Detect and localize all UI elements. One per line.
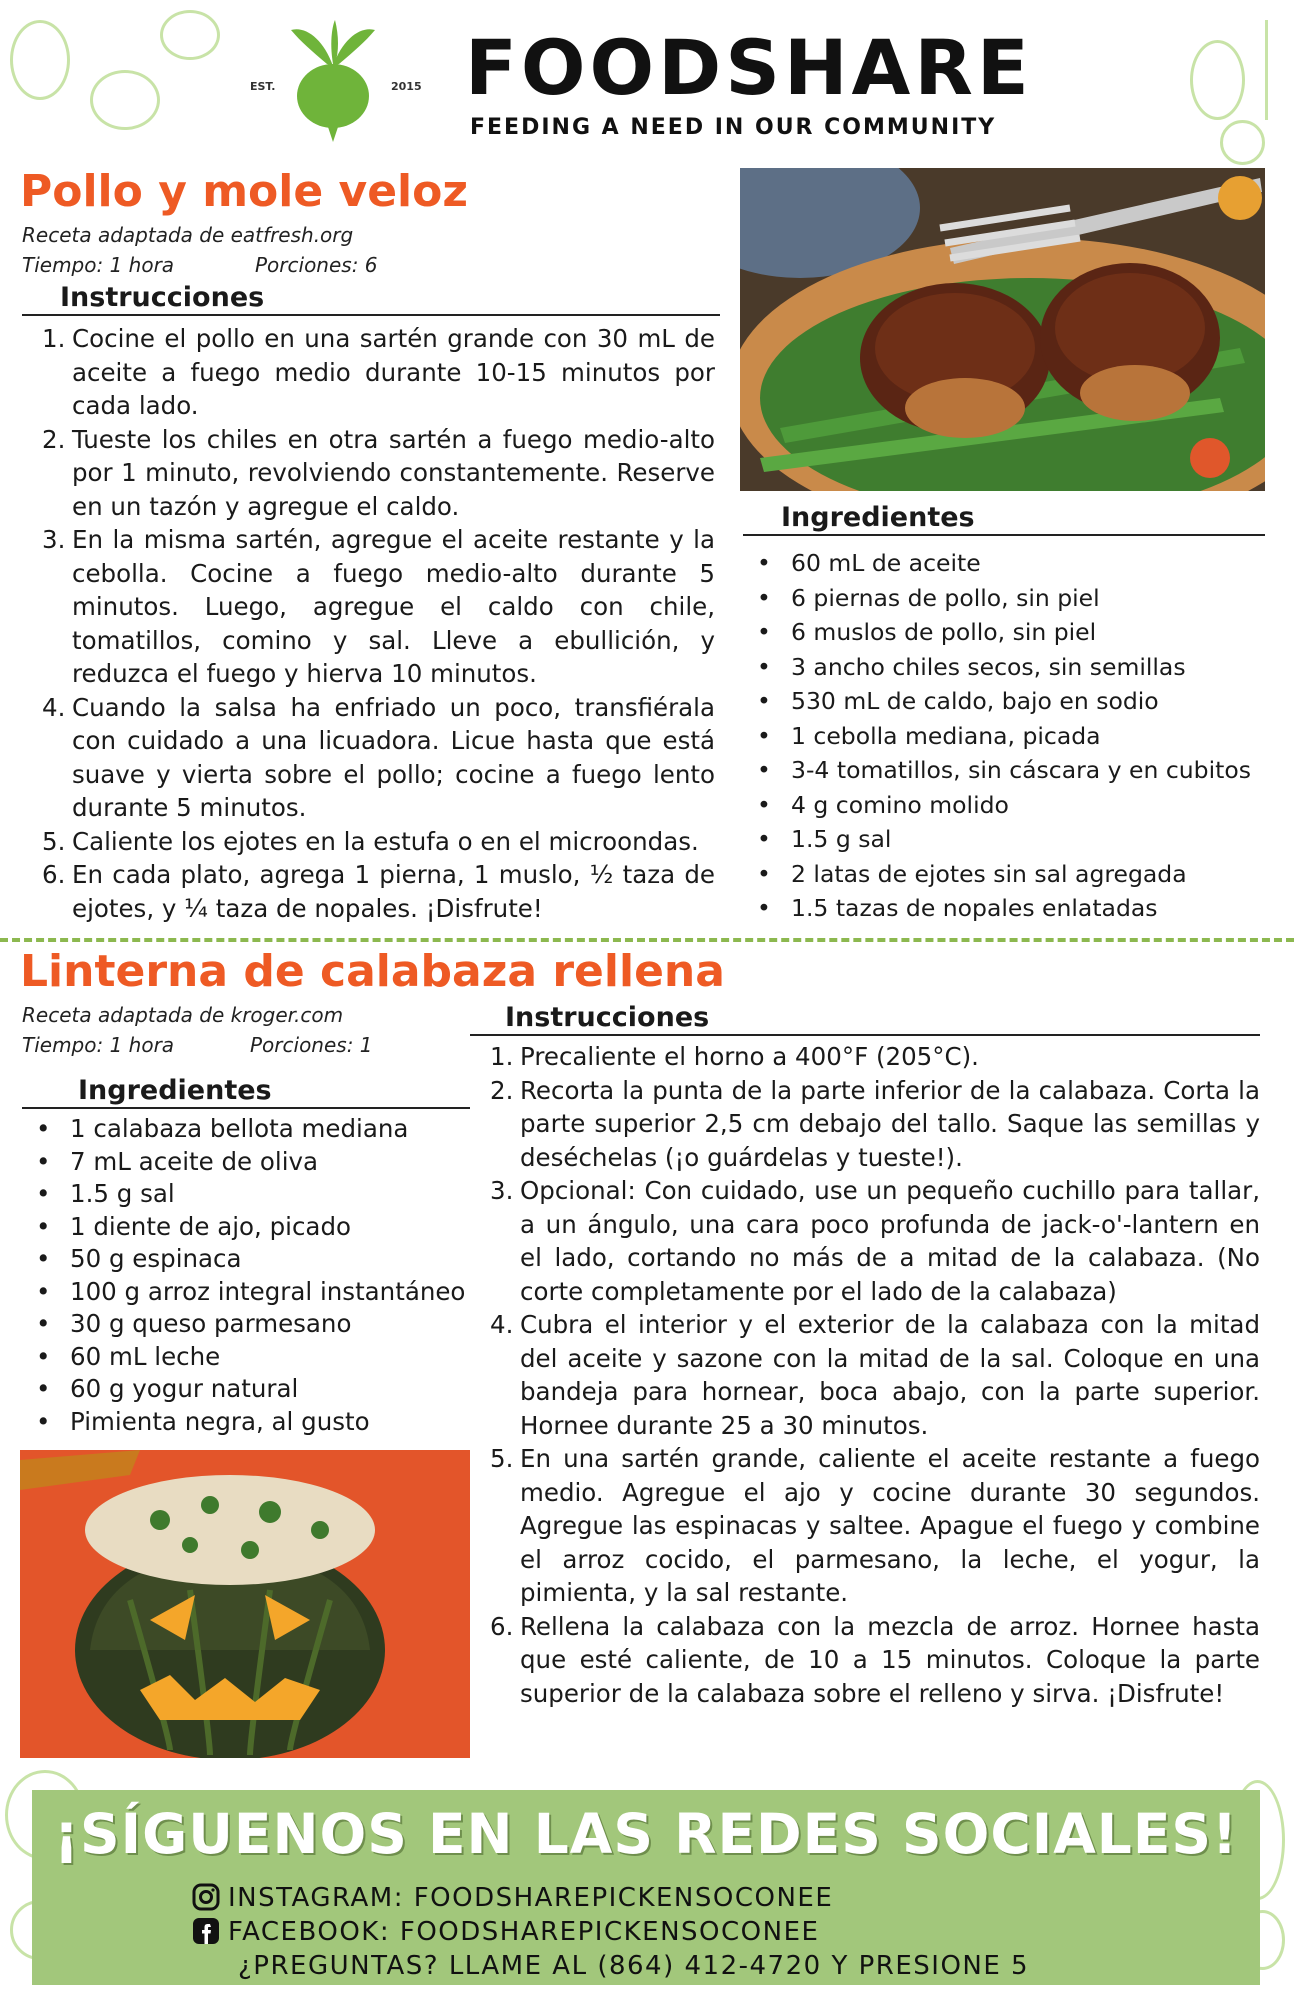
recipe1-ingredient: • 4 g comino molido — [743, 788, 1283, 823]
recipe1-ingredient: • 2 latas de ejotes sin sal agregada — [743, 857, 1283, 892]
step-number: 3. — [490, 1176, 514, 1205]
recipe2-ingredient: • Pimienta negra, al gusto — [22, 1406, 482, 1439]
recipe1-ingredient: • 530 mL de caldo, bajo en sodio — [743, 684, 1283, 719]
recipe-1-instructions-heading: Instrucciones — [22, 282, 720, 316]
phone-line: ¿PREGUNTAS? LLAME AL (864) 412-4720 Y PRESIONE 5 — [238, 1951, 1030, 1981]
step-number: 2. — [490, 1075, 514, 1105]
recipe2-ingredient: • 100 g arroz integral instantáneo — [22, 1276, 482, 1309]
step-text: Precaliente el horno a 400°F (205°C). — [520, 1042, 979, 1071]
step-number: 5. — [490, 1444, 514, 1473]
recipe-1-source: Receta adaptada de eatfresh.org — [22, 223, 354, 247]
step-text: Tueste los chiles en otra sartén a fuego medio-alto por 1 minuto, revolviendo constantemente. Reserve en un tazón y agregue el caldo. — [72, 424, 715, 521]
step-text: En la misma sartén, agregue el aceite restante y la cebolla. Cocine a fuego medio-alto durante 5 minutos. Luego, agregue el caldo con chile, tomatillos, comino y sal. Lleve a ebullición, y reduzca el fuego y hierva 10 minutos. — [72, 525, 715, 688]
instagram-icon — [192, 1883, 220, 1911]
facebook-icon — [192, 1917, 220, 1945]
mole-chicken-photo — [740, 168, 1265, 491]
recipe-1-time: Tiempo: 1 hora — [22, 253, 175, 277]
recipe2-step-2 — [490, 1074, 1260, 1175]
beet-icon — [283, 18, 383, 143]
recipe-1-meta — [22, 220, 622, 280]
step-number: 1. — [490, 1042, 514, 1071]
brand-name: FOODSHARE — [465, 23, 1033, 112]
recipe1-step-4 — [42, 691, 715, 825]
recipe-1-ingredients-heading: Ingredientes — [743, 502, 1265, 536]
recipe2-ingredient: • 60 g yogur natural — [22, 1373, 482, 1406]
step-text: Opcional: Con cuidado, use un pequeño cuchillo para tallar, a un ángulo, una cara poco profunda de jack-o'-lantern en el lado, cortando no más de a mitad de la calabaza. (No corte completamente por el lado de la calabaza) — [520, 1176, 1260, 1306]
recipe1-step-3 — [42, 523, 715, 691]
facebook-handle: FACEBOOK: FOODSHAREPICKENSOCONEE — [228, 1917, 820, 1947]
recipe2-step-6 — [490, 1610, 1260, 1711]
stuffed-squash-illustration — [20, 1450, 470, 1758]
step-number: 5. — [42, 826, 66, 856]
recipe2-ingredient: • 1.5 g sal — [22, 1178, 482, 1211]
recipe2-ingredient: • 30 g queso parmesano — [22, 1308, 482, 1341]
section-divider — [0, 938, 1294, 942]
recipe1-step-2 — [42, 423, 715, 524]
foodshare-logo — [245, 18, 445, 148]
recipe1-ingredient: • 1.5 g sal — [743, 822, 1283, 857]
recipe1-ingredient: • 3 ancho chiles secos, sin semillas — [743, 650, 1283, 685]
est-label: EST. — [250, 80, 276, 93]
brand-tagline: FEEDING A NEED IN OUR COMMUNITY — [470, 115, 997, 140]
recipe-1-title: Pollo y mole veloz — [20, 166, 468, 217]
step-text: Caliente los ejotes en la estufa o en el microondas. — [72, 826, 699, 856]
recipe2-step-5 — [490, 1442, 1260, 1610]
recipe1-ingredient: • 60 mL de aceite — [743, 546, 1283, 581]
step-number: 3. — [42, 525, 66, 554]
recipe2-ingredient: • 1 diente de ajo, picado — [22, 1211, 482, 1244]
recipe-2-title: Linterna de calabaza rellena — [20, 946, 725, 997]
recipe2-ingredient: • 50 g espinaca — [22, 1243, 482, 1276]
recipe-1-servings: Porciones: 6 — [255, 253, 378, 277]
step-number: 6. — [42, 860, 66, 889]
recipe-1-ingredients — [743, 546, 1283, 926]
recipe2-ingredient: • 1 calabaza bellota mediana — [22, 1113, 482, 1146]
step-number: 4. — [490, 1310, 514, 1339]
recipe-2-steps — [490, 1040, 1260, 1710]
facebook-link[interactable] — [192, 1916, 819, 1948]
step-number: 1. — [42, 324, 66, 353]
recipe1-step-5 — [42, 825, 715, 859]
recipe2-step-4 — [490, 1308, 1260, 1442]
step-text: Cuando la salsa ha enfriado un poco, transfiérala con cuidado a una licuadora. Licue hasta que está suave y vierta sobre el pollo; cocine a fuego lento durante 5 minutos. — [72, 692, 715, 822]
recipe-1-steps — [42, 322, 715, 925]
recipe2-step-1 — [490, 1040, 1260, 1074]
recipe1-ingredient: • 1 cebolla mediana, picada — [743, 719, 1283, 754]
instagram-handle: INSTAGRAM: FOODSHAREPICKENSOCONEE — [228, 1883, 834, 1913]
step-number: 6. — [490, 1611, 514, 1641]
step-text: En cada plato, agrega 1 pierna, 1 muslo, ½ taza de ejotes, y ¼ taza de nopales. ¡Disfrute! — [72, 860, 715, 923]
step-number: 2. — [42, 424, 66, 454]
recipe2-ingredient: • 7 mL aceite de oliva — [22, 1146, 482, 1179]
recipe-2-source: Receta adaptada de kroger.com — [22, 1003, 344, 1027]
stuffed-squash-photo — [20, 1450, 470, 1758]
instagram-link[interactable] — [192, 1882, 833, 1914]
header — [0, 0, 1294, 160]
recipe-2-ingredients-heading: Ingredientes — [22, 1075, 470, 1109]
recipe2-ingredient: • 60 mL leche — [22, 1341, 482, 1374]
step-text: En una sartén grande, caliente el aceite restante a fuego medio. Agregue el ajo y cocine durante 30 segundos. Agregue las espinacas y saltee. Apague el fuego y combine el arroz cocido, el parmesano, la leche, el yogur, la pimienta, y la sal restante. — [520, 1444, 1260, 1607]
step-text: Rellena la calabaza con la mezcla de arroz. Hornee hasta que esté caliente, de 10 a 15 minutos. Coloque la parte superior de la calabaza sobre el relleno y sirva. ¡Disfrute! — [520, 1611, 1260, 1708]
recipe1-step-6 — [42, 858, 715, 925]
recipe-2-instructions-heading: Instrucciones — [470, 1002, 1260, 1036]
step-text: Recorta la punta de la parte inferior de la calabaza. Corta la parte superior 2,5 cm debajo del tallo. Saque las semillas y deséchelas (¡o guárdelas y tueste!). — [520, 1075, 1260, 1172]
step-text: Cocine el pollo en una sartén grande con 30 mL de aceite a fuego medio durante 10-15 minutos por cada lado. — [72, 324, 715, 420]
recipe-2-ingredients — [22, 1113, 482, 1438]
recipe1-ingredient: • 6 muslos de pollo, sin piel — [743, 615, 1283, 650]
recipe-2-servings: Porciones: 1 — [250, 1033, 373, 1057]
step-number: 4. — [42, 692, 66, 722]
footer-title: ¡SÍGUENOS EN LAS REDES SOCIALES! — [53, 1802, 1239, 1866]
recipe1-ingredient: • 1.5 tazas de nopales enlatadas — [743, 891, 1283, 926]
est-year: 2015 — [391, 80, 422, 93]
recipe1-step-1 — [42, 322, 715, 423]
recipe1-ingredient: • 3-4 tomatillos, sin cáscara y en cubitos — [743, 753, 1283, 788]
recipe-2-meta — [22, 1000, 482, 1060]
recipe2-step-3 — [490, 1174, 1260, 1308]
recipe1-ingredient: • 6 piernas de pollo, sin piel — [743, 581, 1283, 616]
social-footer — [32, 1790, 1260, 1985]
recipe-2-time: Tiempo: 1 hora — [22, 1033, 175, 1057]
step-text: Cubra el interior y el exterior de la calabaza con la mitad del aceite y sazone con la mitad de la sal. Coloque en una bandeja para hornear, boca abajo, con la parte superior. Hornee durante 25 a 30 minutos. — [520, 1310, 1260, 1440]
mole-chicken-illustration — [740, 168, 1265, 491]
